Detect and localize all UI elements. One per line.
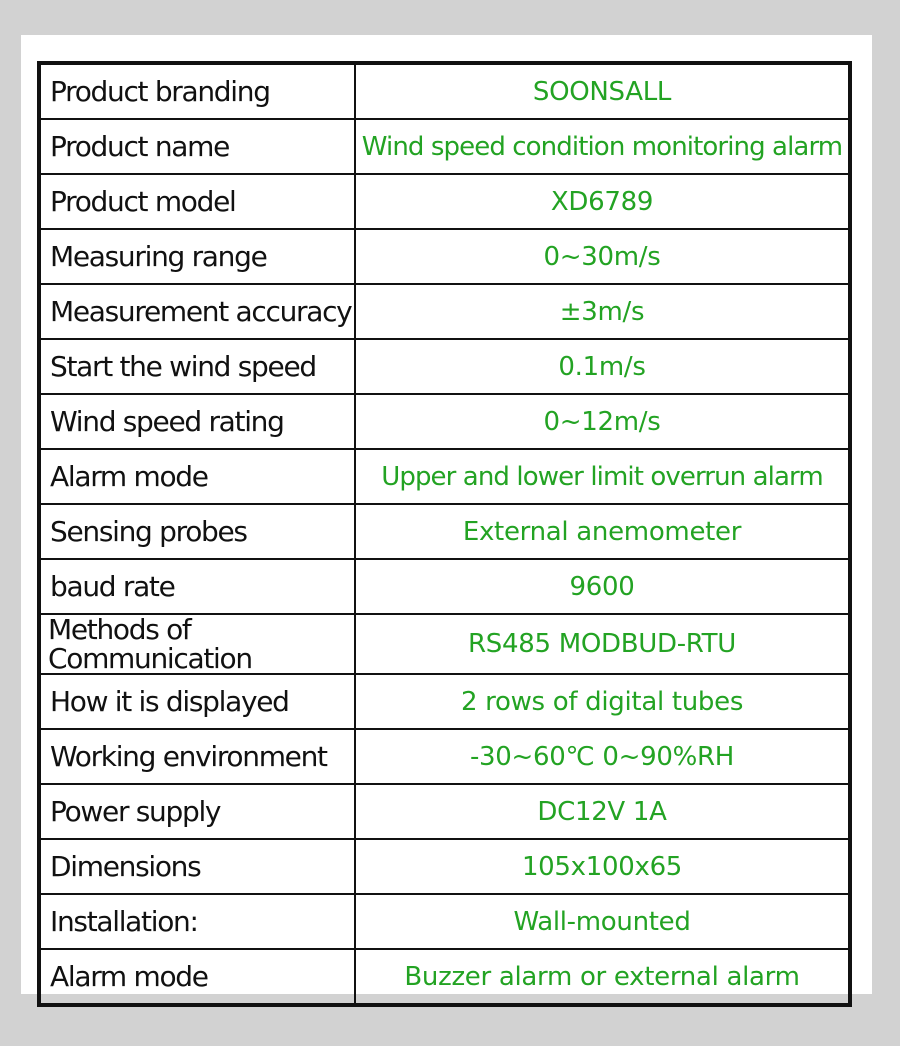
table-row <box>39 504 850 559</box>
spec-value: 9600 <box>355 559 850 614</box>
spec-label: Product name <box>39 119 355 174</box>
spec-value: External anemometer <box>355 504 850 559</box>
spec-label: Alarm mode <box>39 449 355 504</box>
spec-value: ±3m/s <box>355 284 850 339</box>
spec-value: RS485 MODBUD-RTU <box>355 614 850 674</box>
table-row <box>39 284 850 339</box>
spec-value: Buzzer alarm or external alarm <box>355 949 850 1005</box>
table-row <box>39 559 850 614</box>
table-row <box>39 784 850 839</box>
table-row <box>39 63 850 119</box>
spec-label: Start the wind speed <box>39 339 355 394</box>
spec-value: 0~30m/s <box>355 229 850 284</box>
spec-label: Dimensions <box>39 839 355 894</box>
spec-label: Measuring range <box>39 229 355 284</box>
spec-value: 2 rows of digital tubes <box>355 674 850 729</box>
spec-value: DC12V 1A <box>355 784 850 839</box>
table-row <box>39 894 850 949</box>
spec-table <box>37 61 852 1007</box>
table-row <box>39 394 850 449</box>
spec-label: Power supply <box>39 784 355 839</box>
spec-value: 105x100x65 <box>355 839 850 894</box>
table-row <box>39 674 850 729</box>
spec-value: 0.1m/s <box>355 339 850 394</box>
table-row <box>39 229 850 284</box>
spec-label: Measurement accuracy <box>39 284 355 339</box>
table-row <box>39 174 850 229</box>
spec-value: -30~60℃ 0~90%RH <box>355 729 850 784</box>
spec-label: Alarm mode <box>39 949 355 1005</box>
spec-label: Installation: <box>39 894 355 949</box>
spec-label: Product branding <box>39 63 355 119</box>
spec-value: SOONSALL <box>355 63 850 119</box>
table-row <box>39 729 850 784</box>
spec-value: 0~12m/s <box>355 394 850 449</box>
spec-label: Product model <box>39 174 355 229</box>
spec-value: XD6789 <box>355 174 850 229</box>
spec-value: Wall-mounted <box>355 894 850 949</box>
spec-label: Sensing probes <box>39 504 355 559</box>
spec-value: Wind speed condition monitoring alarm <box>355 119 850 174</box>
spec-label: Wind speed rating <box>39 394 355 449</box>
table-row <box>39 614 850 674</box>
spec-label: Methods of Communication <box>39 614 355 674</box>
table-row <box>39 339 850 394</box>
table-row <box>39 119 850 174</box>
table-row <box>39 839 850 894</box>
spec-label: How it is displayed <box>39 674 355 729</box>
spec-label: baud rate <box>39 559 355 614</box>
table-row <box>39 449 850 504</box>
table-row <box>39 949 850 1005</box>
spec-value: Upper and lower limit overrun alarm <box>355 449 850 504</box>
spec-label: Working environment <box>39 729 355 784</box>
